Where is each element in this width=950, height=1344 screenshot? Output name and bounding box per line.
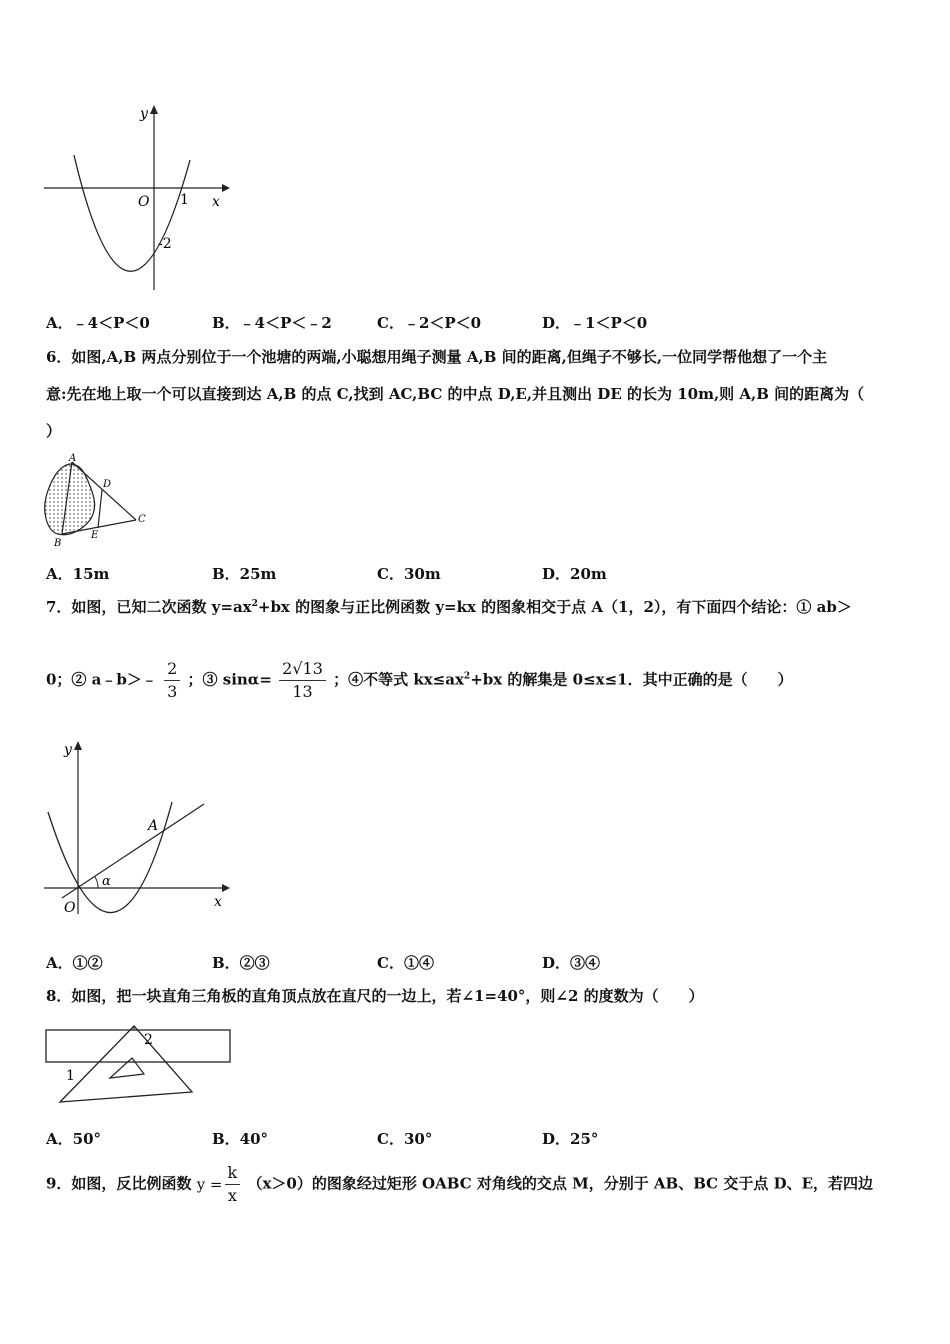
q9-text-2: （x＞0）的图象经过矩形 OABC 对角线的交点 M，分别于 AB、BC 交于点 D、E，若四边 [247, 1174, 874, 1193]
q5-option-d[interactable]: D．﹣1＜P＜0 [542, 314, 648, 332]
q8-option-a[interactable]: A．50° [46, 1130, 102, 1148]
q7-option-b[interactable]: B．②③ [212, 954, 270, 972]
q7-text-4: ；③ sinα= [187, 670, 272, 689]
ruler [46, 1030, 230, 1062]
q7-text-5: ；④不等式 kx≤ax [333, 670, 464, 689]
q6-option-a[interactable]: A．15m [46, 565, 110, 583]
q7-option-a[interactable]: A．①② [46, 954, 103, 972]
q6-stem-line-2: 意:先在地上取一个可以直接到达 A,B 的点 C,找到 AC,BC 的中点 D,E,并且测出 DE 的长为 10m,则 A,B 间的距离为（ [46, 385, 865, 403]
x-axis-label: x [214, 894, 222, 910]
frac-den: 3 [167, 682, 178, 701]
parabola-curve [74, 155, 190, 271]
q5-option-a[interactable]: A．﹣4＜P＜0 [46, 314, 150, 332]
q6-option-b[interactable]: B．25m [212, 565, 277, 583]
q6-stem-line-1: 6．如图,A,B 两点分别位于一个池塘的两端,小聪想用绳子测量 A,B 间的距离,但绳子不够长,一位同学帮他想了一个主 [46, 348, 828, 366]
q8-option-d[interactable]: D．25° [542, 1130, 599, 1148]
q5-option-c[interactable]: C．﹣2＜P＜0 [377, 314, 482, 332]
angle-alpha-label: α [102, 874, 111, 889]
y-axis-label: y [140, 106, 148, 122]
frac-den: 13 [292, 682, 313, 701]
x-axis-label: x [212, 194, 220, 210]
q7-text-6: +bx 的解集是 0≤x≤1．其中正确的是（ ） [470, 670, 793, 689]
angle-alpha-arc [95, 877, 98, 888]
q8-stem-line-1: 8．如图，把一块直角三角板的直角顶点放在直尺的一边上，若∠1=40°，则∠2 的度数为（ ） [46, 987, 704, 1005]
frac-num: k [225, 1162, 241, 1185]
q5-option-b[interactable]: B．﹣4＜P＜﹣2 [212, 314, 332, 332]
intercept-label: -2 [158, 236, 172, 252]
line-y-kx [62, 804, 204, 898]
q7-sup-1: 2 [251, 599, 258, 609]
segment-de [98, 490, 102, 528]
q7-text-1: 7．如图，已知二次函数 y=ax [46, 598, 252, 616]
q9-fraction-lhs: y = [196, 1175, 223, 1194]
q7-stem-line-1 [46, 596, 852, 617]
q9-stem-line-1 [46, 1162, 873, 1207]
q8-option-b[interactable]: B．40° [212, 1130, 269, 1148]
x-axis-arrow-icon [222, 884, 230, 892]
q7-graph-figure [40, 738, 240, 918]
q8-ruler-triangle-figure [40, 1022, 240, 1108]
q7-option-c[interactable]: C．①④ [377, 954, 434, 972]
origin-label: O [64, 900, 76, 916]
q7-fraction-two-thirds [164, 658, 180, 703]
angle-2-label: 2 [144, 1032, 153, 1048]
root-label: 1 [180, 192, 189, 208]
q7-option-d[interactable]: D．③④ [542, 954, 601, 972]
point-b-label: B [54, 538, 62, 549]
q7-fraction-sin [279, 658, 326, 703]
angle-1-label: 1 [66, 1068, 75, 1084]
q5-parabola-figure [40, 100, 240, 295]
q9-fraction-k-over-x [225, 1162, 241, 1207]
q7-stem-line-2 [46, 658, 793, 703]
origin-label: O [138, 194, 150, 210]
point-a-label: A [148, 818, 159, 834]
q7-text-3: 0；② a﹣b＞﹣ [46, 670, 157, 689]
point-a-label: A [69, 453, 77, 464]
frac-num: 2√13 [279, 658, 326, 681]
q6-option-d[interactable]: D．20m [542, 565, 607, 583]
y-axis-label: y [64, 742, 72, 758]
y-axis-arrow-icon [74, 741, 82, 750]
x-axis-arrow-icon [222, 184, 230, 192]
q6-pond-figure [40, 452, 160, 552]
point-c-label: C [138, 514, 146, 525]
q6-option-c[interactable]: C．30m [377, 565, 441, 583]
q6-stem-line-3: ） [46, 422, 62, 440]
q7-text-2: +bx 的图象与正比例函数 y=kx 的图象相交于点 A（1，2），有下面四个结论：① ab＞ [257, 598, 852, 616]
q8-option-c[interactable]: C．30° [377, 1130, 433, 1148]
y-axis-arrow-icon [150, 105, 158, 114]
frac-den: x [227, 1186, 237, 1205]
point-e-label: E [91, 530, 99, 541]
point-d-label: D [103, 479, 112, 490]
frac-num: 2 [164, 658, 180, 681]
q9-text-1: 9．如图，反比例函数 [46, 1174, 192, 1193]
q7-sup-2: 2 [463, 671, 471, 682]
